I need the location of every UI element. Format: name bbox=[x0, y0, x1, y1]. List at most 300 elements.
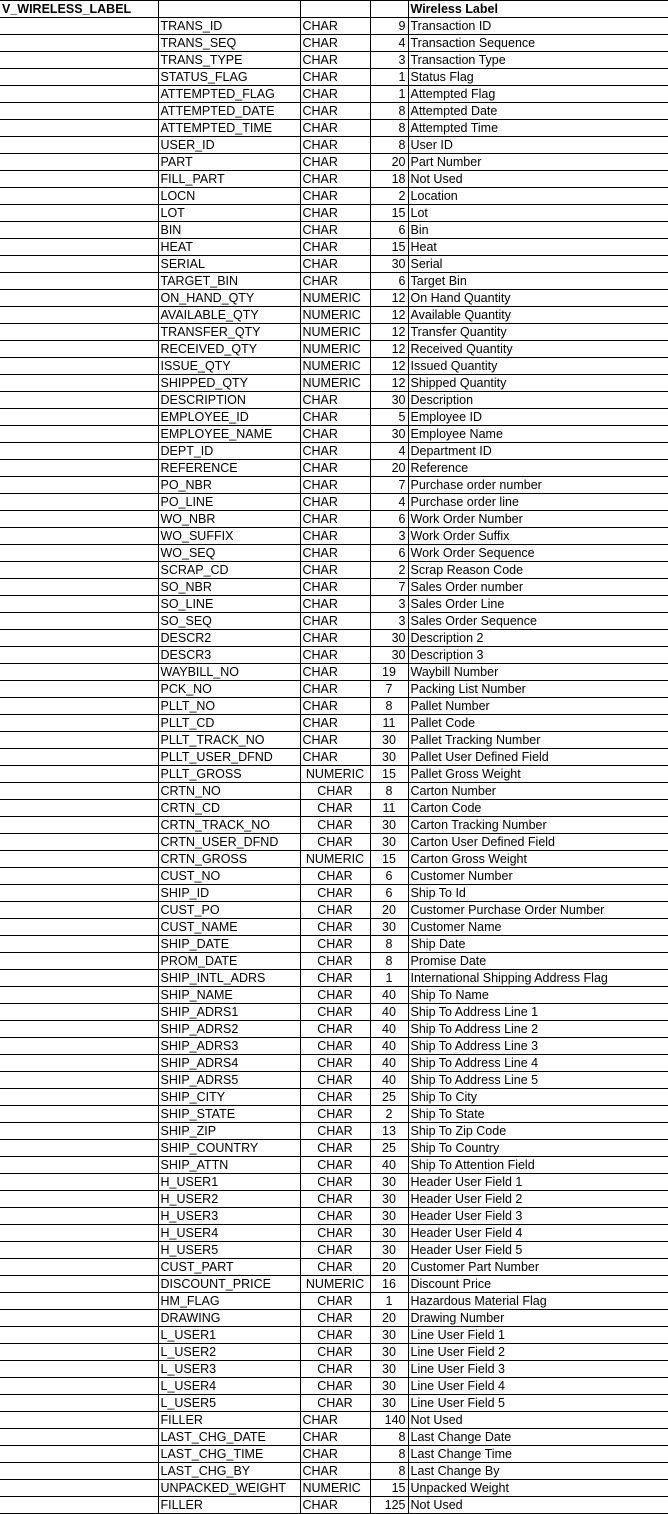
wireless-label-cell: Customer Purchase Order Number bbox=[408, 902, 668, 919]
row-spacer-cell bbox=[0, 1072, 158, 1089]
row-spacer-cell bbox=[0, 1106, 158, 1123]
row-spacer-cell bbox=[0, 749, 158, 766]
wireless-label-cell: Header User Field 4 bbox=[408, 1225, 668, 1242]
field-name-cell: CRTN_GROSS bbox=[158, 851, 300, 868]
table-row bbox=[0, 307, 668, 324]
field-length-cell: 2 bbox=[370, 188, 408, 205]
field-name-cell: SHIP_INTL_ADRS bbox=[158, 970, 300, 987]
field-name-cell: DESCR2 bbox=[158, 630, 300, 647]
wireless-label-cell: Line User Field 1 bbox=[408, 1327, 668, 1344]
header-row bbox=[0, 1, 668, 18]
wireless-label-cell: Sales Order Line bbox=[408, 596, 668, 613]
field-length-cell: 40 bbox=[370, 1072, 408, 1089]
data-type-cell: CHAR bbox=[300, 188, 370, 205]
data-type-cell: CHAR bbox=[300, 1242, 370, 1259]
data-type-cell: CHAR bbox=[300, 562, 370, 579]
table-name-cell: V_WIRELESS_LABEL bbox=[0, 1, 158, 18]
field-length-cell: 30 bbox=[370, 1327, 408, 1344]
row-spacer-cell bbox=[0, 1361, 158, 1378]
wireless-label-cell: Ship To Name bbox=[408, 987, 668, 1004]
field-name-cell: LOT bbox=[158, 205, 300, 222]
row-spacer-cell bbox=[0, 953, 158, 970]
data-type-cell: CHAR bbox=[300, 511, 370, 528]
field-length-cell: 16 bbox=[370, 1276, 408, 1293]
field-length-cell: 6 bbox=[370, 545, 408, 562]
row-spacer-cell bbox=[0, 1123, 158, 1140]
row-spacer-cell bbox=[0, 1327, 158, 1344]
field-name-cell: SHIP_ADRS4 bbox=[158, 1055, 300, 1072]
row-spacer-cell bbox=[0, 902, 158, 919]
wireless-label-cell: Carton Gross Weight bbox=[408, 851, 668, 868]
wireless-label-cell: Available Quantity bbox=[408, 307, 668, 324]
wireless-label-cell: Packing List Number bbox=[408, 681, 668, 698]
row-spacer-cell bbox=[0, 1191, 158, 1208]
table-row bbox=[0, 613, 668, 630]
table-row bbox=[0, 511, 668, 528]
field-length-cell: 6 bbox=[370, 273, 408, 290]
field-length-cell: 30 bbox=[370, 1242, 408, 1259]
field-name-cell: TRANS_TYPE bbox=[158, 52, 300, 69]
field-name-cell: CRTN_TRACK_NO bbox=[158, 817, 300, 834]
row-spacer-cell bbox=[0, 511, 158, 528]
row-spacer-cell bbox=[0, 783, 158, 800]
table-row bbox=[0, 1140, 668, 1157]
data-type-cell: CHAR bbox=[300, 749, 370, 766]
table-row bbox=[0, 52, 668, 69]
table-row bbox=[0, 528, 668, 545]
field-name-cell: UNPACKED_WEIGHT bbox=[158, 1480, 300, 1497]
field-length-cell: 8 bbox=[370, 1463, 408, 1480]
row-spacer-cell bbox=[0, 1242, 158, 1259]
field-length-cell: 40 bbox=[370, 1055, 408, 1072]
field-length-cell: 11 bbox=[370, 715, 408, 732]
table-row bbox=[0, 1225, 668, 1242]
field-name-cell: LOCN bbox=[158, 188, 300, 205]
wireless-label-cell: Customer Number bbox=[408, 868, 668, 885]
field-length-cell: 20 bbox=[370, 1259, 408, 1276]
data-type-cell: CHAR bbox=[300, 1225, 370, 1242]
field-length-cell: 3 bbox=[370, 528, 408, 545]
data-type-cell: CHAR bbox=[300, 630, 370, 647]
table-row bbox=[0, 409, 668, 426]
field-name-cell: CUST_NO bbox=[158, 868, 300, 885]
data-type-cell: CHAR bbox=[300, 868, 370, 885]
row-spacer-cell bbox=[0, 35, 158, 52]
data-type-cell: CHAR bbox=[300, 86, 370, 103]
field-length-cell: 15 bbox=[370, 851, 408, 868]
data-type-cell: CHAR bbox=[300, 1208, 370, 1225]
row-spacer-cell bbox=[0, 545, 158, 562]
field-length-cell: 30 bbox=[370, 834, 408, 851]
field-name-cell: SHIP_ATTN bbox=[158, 1157, 300, 1174]
row-spacer-cell bbox=[0, 290, 158, 307]
table-row bbox=[0, 1361, 668, 1378]
data-type-cell: CHAR bbox=[300, 528, 370, 545]
row-spacer-cell bbox=[0, 426, 158, 443]
field-length-cell: 125 bbox=[370, 1497, 408, 1514]
table-row bbox=[0, 1293, 668, 1310]
row-spacer-cell bbox=[0, 1429, 158, 1446]
row-spacer-cell bbox=[0, 647, 158, 664]
table-row bbox=[0, 732, 668, 749]
field-length-cell: 30 bbox=[370, 630, 408, 647]
table-row bbox=[0, 188, 668, 205]
data-type-cell: CHAR bbox=[300, 1004, 370, 1021]
field-name-cell: SERIAL bbox=[158, 256, 300, 273]
table-row bbox=[0, 749, 668, 766]
wireless-label-cell: Header User Field 5 bbox=[408, 1242, 668, 1259]
data-type-cell: CHAR bbox=[300, 545, 370, 562]
header-empty-cell bbox=[300, 1, 370, 18]
field-name-cell: SHIP_ADRS2 bbox=[158, 1021, 300, 1038]
wireless-label-cell: Not Used bbox=[408, 171, 668, 188]
field-name-cell: PO_NBR bbox=[158, 477, 300, 494]
data-type-cell: CHAR bbox=[300, 273, 370, 290]
field-name-cell: SHIP_COUNTRY bbox=[158, 1140, 300, 1157]
field-length-cell: 6 bbox=[370, 222, 408, 239]
field-length-cell: 4 bbox=[370, 35, 408, 52]
wireless-label-cell: Target Bin bbox=[408, 273, 668, 290]
row-spacer-cell bbox=[0, 1157, 158, 1174]
table-row bbox=[0, 681, 668, 698]
wireless-label-cell: Carton Tracking Number bbox=[408, 817, 668, 834]
table-row bbox=[0, 579, 668, 596]
wireless-label-cell: Work Order Suffix bbox=[408, 528, 668, 545]
data-type-cell: CHAR bbox=[300, 834, 370, 851]
field-name-cell: TARGET_BIN bbox=[158, 273, 300, 290]
data-type-cell: CHAR bbox=[300, 494, 370, 511]
field-length-cell: 40 bbox=[370, 1004, 408, 1021]
row-spacer-cell bbox=[0, 1004, 158, 1021]
row-spacer-cell bbox=[0, 222, 158, 239]
wireless-label-cell: Department ID bbox=[408, 443, 668, 460]
table-row bbox=[0, 256, 668, 273]
wireless-label-cell: Sales Order number bbox=[408, 579, 668, 596]
row-spacer-cell bbox=[0, 52, 158, 69]
row-spacer-cell bbox=[0, 630, 158, 647]
wireless-label-cell: Pallet User Defined Field bbox=[408, 749, 668, 766]
row-spacer-cell bbox=[0, 936, 158, 953]
table-row bbox=[0, 460, 668, 477]
row-spacer-cell bbox=[0, 460, 158, 477]
data-type-cell: NUMERIC bbox=[300, 375, 370, 392]
data-type-cell: CHAR bbox=[300, 987, 370, 1004]
field-name-cell: WAYBILL_NO bbox=[158, 664, 300, 681]
field-length-cell: 1 bbox=[370, 86, 408, 103]
wireless-label-cell: International Shipping Address Flag bbox=[408, 970, 668, 987]
wireless-label-cell: Last Change Time bbox=[408, 1446, 668, 1463]
row-spacer-cell bbox=[0, 1395, 158, 1412]
field-name-cell: SHIP_ADRS3 bbox=[158, 1038, 300, 1055]
table-row bbox=[0, 273, 668, 290]
table-row bbox=[0, 783, 668, 800]
table-row bbox=[0, 239, 668, 256]
field-name-cell: PLLT_GROSS bbox=[158, 766, 300, 783]
wireless-label-cell: Waybill Number bbox=[408, 664, 668, 681]
table-row bbox=[0, 885, 668, 902]
field-name-cell: FILLER bbox=[158, 1412, 300, 1429]
data-type-cell: CHAR bbox=[300, 1463, 370, 1480]
field-name-cell: TRANS_ID bbox=[158, 18, 300, 35]
field-length-cell: 30 bbox=[370, 1225, 408, 1242]
row-spacer-cell bbox=[0, 987, 158, 1004]
data-type-cell: CHAR bbox=[300, 205, 370, 222]
field-name-cell: L_USER2 bbox=[158, 1344, 300, 1361]
field-length-cell: 40 bbox=[370, 1157, 408, 1174]
wireless-label-cell: Work Order Number bbox=[408, 511, 668, 528]
field-length-cell: 8 bbox=[370, 1446, 408, 1463]
data-type-cell: NUMERIC bbox=[300, 851, 370, 868]
data-type-cell: CHAR bbox=[300, 613, 370, 630]
wireless-label-cell: Pallet Number bbox=[408, 698, 668, 715]
row-spacer-cell bbox=[0, 868, 158, 885]
field-name-cell: SHIP_ADRS5 bbox=[158, 1072, 300, 1089]
data-type-cell: CHAR bbox=[300, 596, 370, 613]
field-length-cell: 11 bbox=[370, 800, 408, 817]
table-row bbox=[0, 1191, 668, 1208]
field-name-cell: WO_SEQ bbox=[158, 545, 300, 562]
table-row bbox=[0, 426, 668, 443]
data-type-cell: CHAR bbox=[300, 1174, 370, 1191]
table-row bbox=[0, 341, 668, 358]
field-name-cell: ATTEMPTED_FLAG bbox=[158, 86, 300, 103]
field-name-cell: CUST_NAME bbox=[158, 919, 300, 936]
wireless-label-cell: Transaction Type bbox=[408, 52, 668, 69]
field-name-cell: PLLT_TRACK_NO bbox=[158, 732, 300, 749]
field-name-cell: PO_LINE bbox=[158, 494, 300, 511]
field-length-cell: 6 bbox=[370, 885, 408, 902]
table-row bbox=[0, 596, 668, 613]
wireless-label-cell: Ship To Address Line 3 bbox=[408, 1038, 668, 1055]
row-spacer-cell bbox=[0, 596, 158, 613]
table-row bbox=[0, 103, 668, 120]
wireless-label-cell: Location bbox=[408, 188, 668, 205]
field-length-cell: 20 bbox=[370, 154, 408, 171]
table-row bbox=[0, 1123, 668, 1140]
field-length-cell: 8 bbox=[370, 698, 408, 715]
data-type-cell: NUMERIC bbox=[300, 324, 370, 341]
row-spacer-cell bbox=[0, 307, 158, 324]
field-length-cell: 15 bbox=[370, 766, 408, 783]
data-type-cell: NUMERIC bbox=[300, 290, 370, 307]
data-type-cell: CHAR bbox=[300, 18, 370, 35]
data-type-cell: CHAR bbox=[300, 715, 370, 732]
row-spacer-cell bbox=[0, 1174, 158, 1191]
data-type-cell: CHAR bbox=[300, 681, 370, 698]
row-spacer-cell bbox=[0, 1276, 158, 1293]
row-spacer-cell bbox=[0, 137, 158, 154]
wireless-label-cell: Ship To Attention Field bbox=[408, 1157, 668, 1174]
header-empty-cell bbox=[370, 1, 408, 18]
wireless-label-cell: Purchase order number bbox=[408, 477, 668, 494]
field-length-cell: 12 bbox=[370, 358, 408, 375]
field-name-cell: CUST_PART bbox=[158, 1259, 300, 1276]
data-type-cell: CHAR bbox=[300, 256, 370, 273]
wireless-label-cell: Carton User Defined Field bbox=[408, 834, 668, 851]
data-type-cell: NUMERIC bbox=[300, 1276, 370, 1293]
field-length-cell: 30 bbox=[370, 1378, 408, 1395]
row-spacer-cell bbox=[0, 1463, 158, 1480]
table-row bbox=[0, 817, 668, 834]
row-spacer-cell bbox=[0, 681, 158, 698]
wireless-label-cell: Hazardous Material Flag bbox=[408, 1293, 668, 1310]
field-name-cell: CRTN_CD bbox=[158, 800, 300, 817]
wireless-label-cell: Issued Quantity bbox=[408, 358, 668, 375]
data-type-cell: NUMERIC bbox=[300, 766, 370, 783]
field-length-cell: 7 bbox=[370, 681, 408, 698]
table-row bbox=[0, 545, 668, 562]
data-type-cell: NUMERIC bbox=[300, 1480, 370, 1497]
wireless-label-cell: Customer Part Number bbox=[408, 1259, 668, 1276]
data-type-cell: CHAR bbox=[300, 1191, 370, 1208]
table-row bbox=[0, 1497, 668, 1514]
data-type-cell: CHAR bbox=[300, 1361, 370, 1378]
table-row bbox=[0, 868, 668, 885]
wireless-label-cell: Discount Price bbox=[408, 1276, 668, 1293]
wireless-label-cell: Received Quantity bbox=[408, 341, 668, 358]
row-spacer-cell bbox=[0, 1089, 158, 1106]
wireless-label-cell: Description 2 bbox=[408, 630, 668, 647]
field-length-cell: 25 bbox=[370, 1140, 408, 1157]
row-spacer-cell bbox=[0, 1378, 158, 1395]
field-name-cell: LAST_CHG_DATE bbox=[158, 1429, 300, 1446]
data-type-cell: CHAR bbox=[300, 953, 370, 970]
row-spacer-cell bbox=[0, 732, 158, 749]
row-spacer-cell bbox=[0, 273, 158, 290]
table-row bbox=[0, 222, 668, 239]
wireless-label-cell: Employee ID bbox=[408, 409, 668, 426]
data-type-cell: CHAR bbox=[300, 732, 370, 749]
wireless-label-cell: Line User Field 4 bbox=[408, 1378, 668, 1395]
field-name-cell: RECEIVED_QTY bbox=[158, 341, 300, 358]
data-type-cell: NUMERIC bbox=[300, 341, 370, 358]
field-length-cell: 30 bbox=[370, 732, 408, 749]
data-type-cell: CHAR bbox=[300, 664, 370, 681]
wireless-label-cell: Scrap Reason Code bbox=[408, 562, 668, 579]
row-spacer-cell bbox=[0, 851, 158, 868]
field-name-cell: SHIP_ADRS1 bbox=[158, 1004, 300, 1021]
row-spacer-cell bbox=[0, 1310, 158, 1327]
table-row bbox=[0, 919, 668, 936]
field-name-cell: DISCOUNT_PRICE bbox=[158, 1276, 300, 1293]
field-name-cell: LAST_CHG_TIME bbox=[158, 1446, 300, 1463]
field-length-cell: 15 bbox=[370, 239, 408, 256]
data-type-cell: CHAR bbox=[300, 1344, 370, 1361]
field-length-cell: 1 bbox=[370, 69, 408, 86]
table-row bbox=[0, 902, 668, 919]
table-row bbox=[0, 834, 668, 851]
table-row bbox=[0, 1242, 668, 1259]
data-type-cell: CHAR bbox=[300, 1055, 370, 1072]
data-type-cell: CHAR bbox=[300, 1089, 370, 1106]
table-row bbox=[0, 494, 668, 511]
field-length-cell: 30 bbox=[370, 1395, 408, 1412]
field-name-cell: HEAT bbox=[158, 239, 300, 256]
data-type-cell: CHAR bbox=[300, 1259, 370, 1276]
field-name-cell: H_USER3 bbox=[158, 1208, 300, 1225]
wireless-label-cell: Customer Name bbox=[408, 919, 668, 936]
data-type-cell: CHAR bbox=[300, 885, 370, 902]
table-row bbox=[0, 1395, 668, 1412]
row-spacer-cell bbox=[0, 528, 158, 545]
field-length-cell: 30 bbox=[370, 749, 408, 766]
field-length-cell: 12 bbox=[370, 324, 408, 341]
field-name-cell: DESCRIPTION bbox=[158, 392, 300, 409]
data-type-cell: CHAR bbox=[300, 137, 370, 154]
wireless-label-cell: Sales Order Sequence bbox=[408, 613, 668, 630]
wireless-label-cell: Line User Field 2 bbox=[408, 1344, 668, 1361]
data-type-cell: CHAR bbox=[300, 698, 370, 715]
row-spacer-cell bbox=[0, 239, 158, 256]
header-empty-cell bbox=[158, 1, 300, 18]
field-name-cell: CUST_PO bbox=[158, 902, 300, 919]
wireless-label-cell: Carton Code bbox=[408, 800, 668, 817]
field-length-cell: 30 bbox=[370, 1208, 408, 1225]
table-row bbox=[0, 120, 668, 137]
row-spacer-cell bbox=[0, 18, 158, 35]
table-row bbox=[0, 1276, 668, 1293]
field-length-cell: 30 bbox=[370, 392, 408, 409]
field-name-cell: TRANSFER_QTY bbox=[158, 324, 300, 341]
field-length-cell: 9 bbox=[370, 18, 408, 35]
table-row bbox=[0, 1174, 668, 1191]
table-row bbox=[0, 715, 668, 732]
data-type-cell: CHAR bbox=[300, 222, 370, 239]
field-length-cell: 3 bbox=[370, 52, 408, 69]
table-row bbox=[0, 324, 668, 341]
row-spacer-cell bbox=[0, 715, 158, 732]
table-row bbox=[0, 562, 668, 579]
field-name-cell: ATTEMPTED_TIME bbox=[158, 120, 300, 137]
wireless-label-cell: Heat bbox=[408, 239, 668, 256]
row-spacer-cell bbox=[0, 375, 158, 392]
field-length-cell: 8 bbox=[370, 783, 408, 800]
data-type-cell: CHAR bbox=[300, 35, 370, 52]
table-row bbox=[0, 205, 668, 222]
wireless-label-cell: On Hand Quantity bbox=[408, 290, 668, 307]
wireless-label-cell: Ship To Address Line 2 bbox=[408, 1021, 668, 1038]
data-type-cell: CHAR bbox=[300, 1446, 370, 1463]
wireless-label-cell: Serial bbox=[408, 256, 668, 273]
table-row bbox=[0, 1378, 668, 1395]
data-type-cell: CHAR bbox=[300, 1157, 370, 1174]
field-length-cell: 8 bbox=[370, 120, 408, 137]
wireless-label-cell: Employee Name bbox=[408, 426, 668, 443]
field-length-cell: 6 bbox=[370, 511, 408, 528]
field-length-cell: 8 bbox=[370, 103, 408, 120]
field-length-cell: 12 bbox=[370, 307, 408, 324]
field-length-cell: 8 bbox=[370, 936, 408, 953]
data-type-cell: CHAR bbox=[300, 120, 370, 137]
data-type-cell: CHAR bbox=[300, 1327, 370, 1344]
field-length-cell: 140 bbox=[370, 1412, 408, 1429]
table-row bbox=[0, 851, 668, 868]
row-spacer-cell bbox=[0, 834, 158, 851]
table-row bbox=[0, 171, 668, 188]
data-type-cell: CHAR bbox=[300, 970, 370, 987]
field-length-cell: 12 bbox=[370, 375, 408, 392]
table-row bbox=[0, 290, 668, 307]
row-spacer-cell bbox=[0, 103, 158, 120]
wireless-label-cell: Header User Field 3 bbox=[408, 1208, 668, 1225]
wireless-label-cell: Ship To State bbox=[408, 1106, 668, 1123]
table-row bbox=[0, 1463, 668, 1480]
field-length-cell: 4 bbox=[370, 494, 408, 511]
row-spacer-cell bbox=[0, 1208, 158, 1225]
row-spacer-cell bbox=[0, 443, 158, 460]
data-type-cell: CHAR bbox=[300, 1412, 370, 1429]
wireless-label-cell: Line User Field 5 bbox=[408, 1395, 668, 1412]
